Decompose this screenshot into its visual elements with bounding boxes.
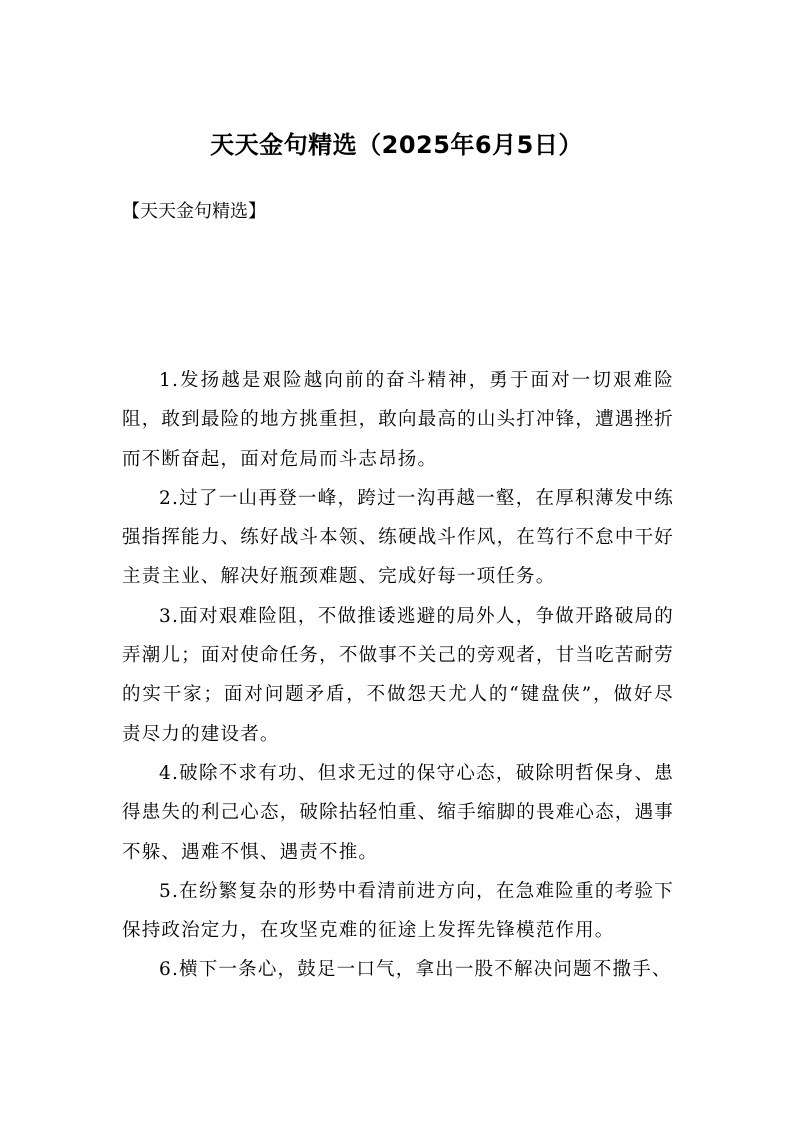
paragraph-1: 1.发扬越是艰险越向前的奋斗精神，勇于面对一切艰难险阻，敢到最险的地方挑重担，敢向最高的山头打冲锋，遭遇挫折而不断奋起，面对危局而斗志昂扬。: [122, 370, 674, 470]
document-body: [122, 361, 674, 990]
section-label: 【天天金句精选】: [122, 201, 266, 222]
paragraph-3: 3.面对艰难险阻，不做推诿逃避的局外人，争做开路破局的弄潮儿；面对使命任务，不做事不关己的旁观者，甘当吃苦耐劳的实干家；面对问题矛盾，不做怨天尤人的“键盘侠”，做好尽责尽力的建设者。: [122, 605, 674, 745]
document-title: 天天金句精选（2025年6月5日）: [210, 131, 583, 159]
paragraph-4: 4.破除不求有功、但求无过的保守心态，破除明哲保身、患得患失的利己心态，破除拈轻怕重、缩手缩脚的畏难心态，遇事不躲、遇难不惧、遇责不推。: [122, 762, 674, 863]
paragraph-5: 5.在纷繁复杂的形势中看清前进方向，在急难险重的考验下保持政治定力，在攻坚克难的征途上发挥先锋模范作用。: [122, 880, 674, 942]
paragraph-2: 2.过了一山再登一峰，跨过一沟再越一壑，在厚积薄发中练强指挥能力、练好战斗本领、练硬战斗作风，在笃行不怠中干好主责主业、解决好瓶颈难题、完成好每一项任务。: [122, 487, 674, 588]
paragraph-6: 6.横下一条心，鼓足一口气，拿出一股不解决问题不撒手、: [159, 959, 672, 981]
